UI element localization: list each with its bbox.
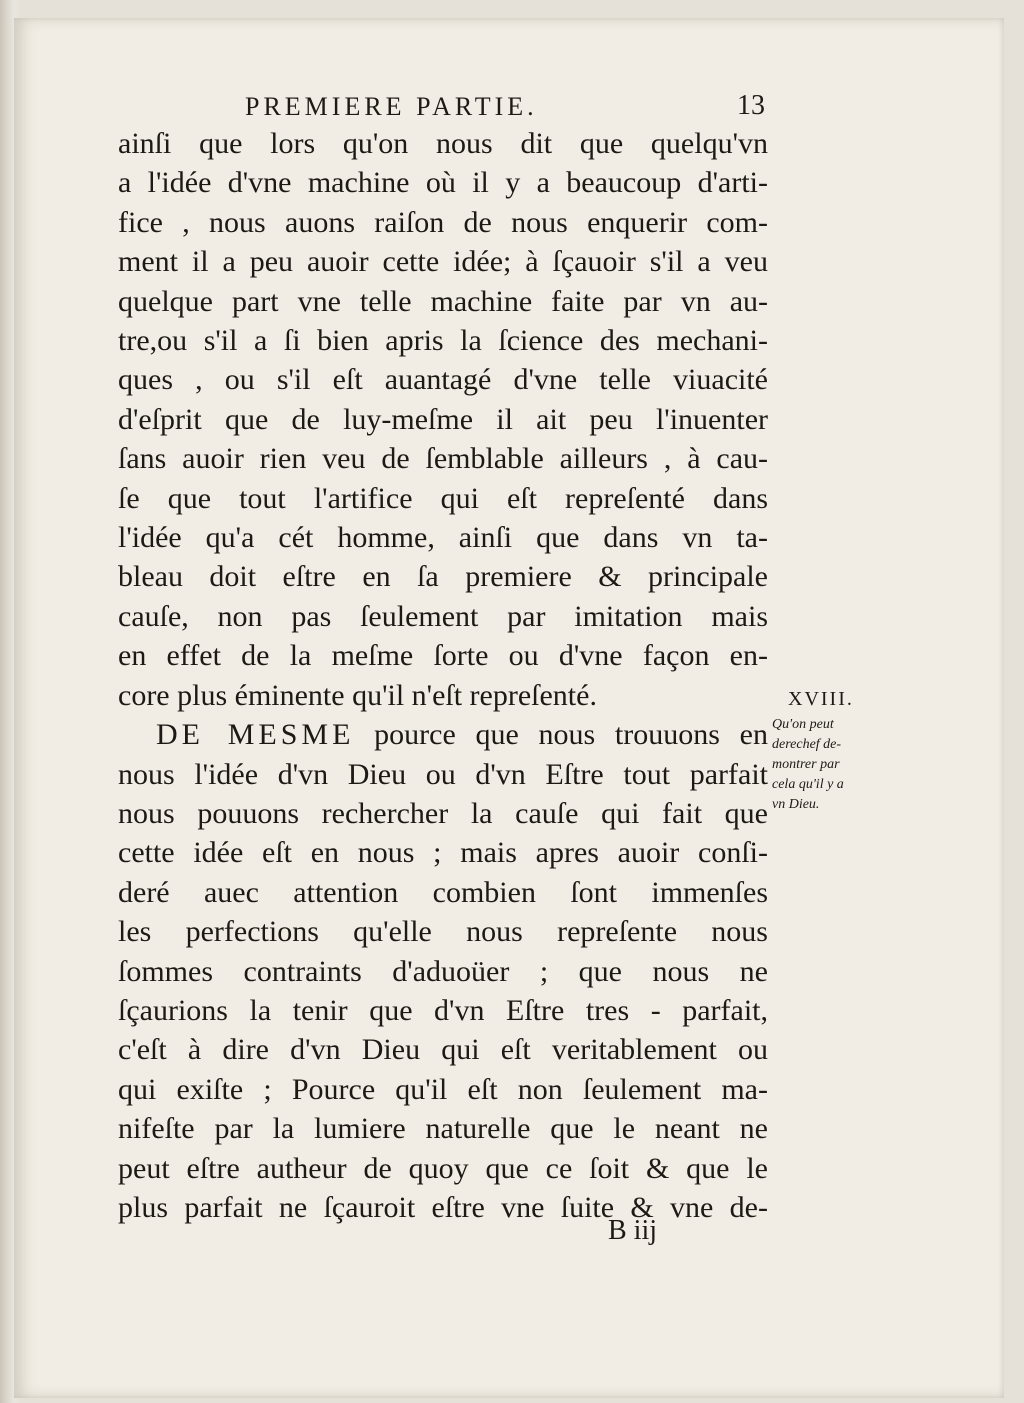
text-line: c'eſt à dire d'vn Dieu qui eſt veritablement ou [118,1033,768,1067]
text-line: cette idée eſt en nous ; mais apres auoir conſi- [118,836,768,870]
text-line: ſommes contraints d'aduoüer ; que nous ne [118,954,768,988]
text-line: ſçaurions la tenir que d'vn Eſtre tres - parfait, [118,993,768,1027]
text-line: nifeſte par la lumiere naturelle que le neant ne [118,1112,768,1146]
margin-note-line: vn Dieu. [772,797,820,812]
text-line: les perfections qu'elle nous repreſente nous [118,915,768,949]
text-line: fice , nous auons raiſon de nous enquerir com- [118,205,768,239]
margin-note [772,688,872,815]
text-line: l'idée qu'a cét homme, ainſi que dans vn ta- [118,521,768,555]
signature-mark: B iij [608,1215,658,1246]
text-line: d'eſprit que de luy-meſme il ait peu l'inuenter [118,402,768,436]
margin-note-number: XVIII. [788,688,854,710]
page-header [245,92,765,122]
margin-note-line: montrer par [772,757,840,772]
margin-note-line: Qu'on peut [772,717,834,732]
text-line: deré auec attention combien ſont immenſes [118,875,768,909]
running-head: PREMIERE PARTIE. [245,92,538,121]
text-line: core plus éminente qu'il n'eſt repreſenté. [118,678,597,712]
paragraph-opening-line [118,715,768,754]
text-line: en effet de la meſme ſorte ou d'vne façon en- [118,639,768,673]
text-line: ſans auoir rien veu de ſemblable ailleurs , à cau- [118,442,768,476]
text-line: bleau doit eſtre en ſa premiere & principale [118,560,768,594]
text-line: cauſe, non pas ſeulement par imitation mais [118,599,768,633]
text-line: peut eſtre autheur de quoy que ce ſoit & que le [118,1151,768,1185]
text-line: ſe que tout l'artifice qui eſt repreſenté dans [118,481,768,515]
text-line: ment il a peu auoir cette idée; à ſçauoir s'il a veu [118,245,768,279]
text-line: quelque part vne telle machine faite par vn au- [118,284,768,318]
paragraph-opening-rest: pource que nous trouuons en [354,718,768,752]
text-line: ainſi que lors qu'on nous dit que quelqu'vn [118,127,768,160]
margin-note-line: cela qu'il y a [772,777,844,792]
text-line: a l'idée d'vne machine où il y a beaucoup d'arti- [118,166,768,200]
text-line: nous l'idée d'vn Dieu ou d'vn Eſtre tout parfait [118,757,768,791]
paragraph-lead: DE MESME [156,718,355,752]
body-text [118,124,768,1227]
margin-note-line: derechef de- [772,737,842,752]
text-line: nous pouuons rechercher la cauſe qui fait que [118,796,768,830]
text-line: ques , ou s'il eſt auantagé d'vne telle viuacité [118,363,768,397]
text-line: tre,ou s'il a ſi bien apris la ſcience des mechani- [118,324,768,358]
text-line: qui exiſte ; Pource qu'il eſt non ſeulement ma- [118,1072,768,1106]
text-line: plus parfait ne ſçauroit eſtre vne ſuite & vne de- [118,1190,768,1224]
margin-note-text [772,715,872,815]
page-number: 13 [737,90,765,121]
